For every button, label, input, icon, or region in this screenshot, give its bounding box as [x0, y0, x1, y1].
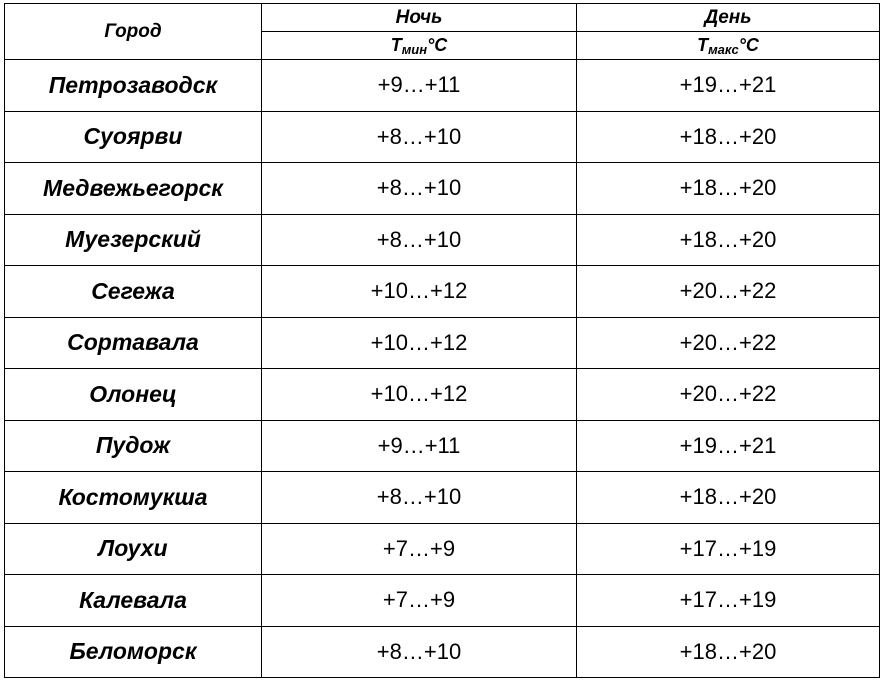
table-row	[5, 163, 880, 215]
city-column-header: Город	[5, 4, 262, 60]
t-max-unit: °С	[738, 34, 759, 55]
day-temp-cell: +18…+20	[577, 214, 880, 266]
city-cell: Петрозаводск	[5, 60, 262, 112]
table-row	[5, 317, 880, 369]
header-row	[5, 4, 880, 32]
day-temp-cell: +20…+22	[577, 317, 880, 369]
city-cell: Сегежа	[5, 266, 262, 318]
night-temp-cell: +7…+9	[262, 575, 577, 627]
t-max-letter: Т	[697, 34, 709, 55]
night-temp-cell: +9…+11	[262, 60, 577, 112]
city-cell: Беломорск	[5, 626, 262, 678]
table-row	[5, 472, 880, 524]
night-temp-cell: +8…+10	[262, 472, 577, 524]
night-temp-cell: +8…+10	[262, 626, 577, 678]
night-column-header: Ночь	[262, 4, 577, 32]
night-temp-cell: +10…+12	[262, 266, 577, 318]
forecast-table	[4, 3, 880, 678]
day-temp-cell: +19…+21	[577, 420, 880, 472]
t-min-subscript: мин	[401, 41, 428, 57]
city-cell: Суоярви	[5, 111, 262, 163]
night-temp-cell: +8…+10	[262, 163, 577, 215]
night-temp-cell: +8…+10	[262, 214, 577, 266]
table-row	[5, 575, 880, 627]
day-temp-cell: +20…+22	[577, 266, 880, 318]
day-temp-cell: +19…+21	[577, 60, 880, 112]
table-row	[5, 523, 880, 575]
city-cell: Олонец	[5, 369, 262, 421]
t-max-header	[577, 32, 880, 60]
table-row	[5, 420, 880, 472]
city-cell: Лоухи	[5, 523, 262, 575]
city-cell: Сортавала	[5, 317, 262, 369]
day-temp-cell: +18…+20	[577, 626, 880, 678]
table-row	[5, 60, 880, 112]
night-temp-cell: +8…+10	[262, 111, 577, 163]
city-cell: Муезерский	[5, 214, 262, 266]
day-temp-cell: +18…+20	[577, 472, 880, 524]
night-temp-cell: +7…+9	[262, 523, 577, 575]
night-temp-cell: +10…+12	[262, 317, 577, 369]
table-row	[5, 369, 880, 421]
t-min-letter: Т	[390, 34, 402, 55]
city-cell: Калевала	[5, 575, 262, 627]
table-row	[5, 111, 880, 163]
table-row	[5, 626, 880, 678]
day-temp-cell: +18…+20	[577, 111, 880, 163]
day-temp-cell: +20…+22	[577, 369, 880, 421]
day-column-header: День	[577, 4, 880, 32]
night-temp-cell: +10…+12	[262, 369, 577, 421]
night-temp-cell: +9…+11	[262, 420, 577, 472]
city-cell: Пудож	[5, 420, 262, 472]
t-min-unit: °С	[427, 34, 448, 55]
table-row	[5, 266, 880, 318]
city-cell: Медвежьегорск	[5, 163, 262, 215]
day-temp-cell: +18…+20	[577, 163, 880, 215]
t-min-header	[262, 32, 577, 60]
city-cell: Костомукша	[5, 472, 262, 524]
t-max-subscript: макс	[708, 41, 739, 57]
table-row	[5, 214, 880, 266]
day-temp-cell: +17…+19	[577, 523, 880, 575]
day-temp-cell: +17…+19	[577, 575, 880, 627]
